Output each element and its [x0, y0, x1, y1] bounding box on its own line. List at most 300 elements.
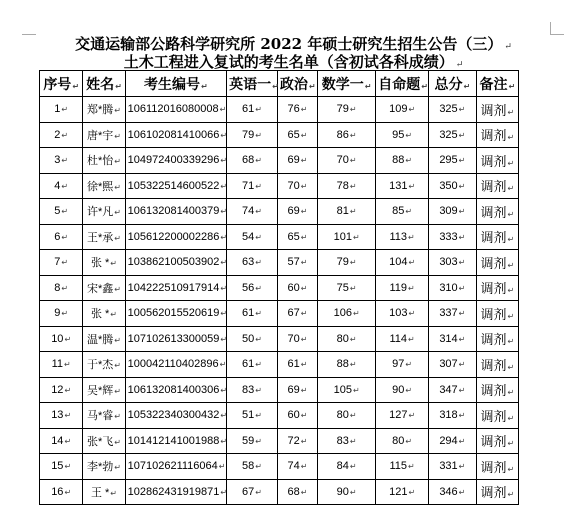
cell-english-text: 74 [242, 205, 255, 218]
return-mark-icon: ↵ [255, 232, 262, 242]
header-name [83, 71, 125, 97]
cell-index-text: 7 [54, 256, 61, 269]
return-mark-icon: ↵ [405, 436, 413, 446]
cell-name-text: 马*睿 [86, 410, 114, 423]
cell-index-text: 16 [51, 485, 64, 498]
cell-custom-subject [376, 199, 429, 225]
cell-remarks-text: 调剂 [480, 154, 507, 170]
cell-exam-id-text: 106102081410066 [127, 128, 220, 141]
cell-total [429, 352, 477, 378]
cell-exam-id [125, 173, 227, 199]
cell-english-text: 61 [242, 358, 255, 371]
return-mark-icon: ↵ [64, 334, 72, 344]
cell-name-text: 张*飞 [86, 435, 114, 448]
table-row [40, 301, 519, 327]
cell-math [318, 122, 376, 148]
cell-index [40, 199, 83, 225]
return-mark-icon: ↵ [349, 130, 357, 140]
cell-name-text: 张 * [90, 308, 110, 321]
cell-english [227, 377, 278, 403]
cell-math-text: 105 [333, 383, 352, 396]
return-mark-icon: ↵ [458, 385, 466, 395]
return-mark-icon: ↵ [308, 81, 316, 91]
cell-total-text: 309 [439, 205, 458, 218]
cell-english-text: 63 [242, 256, 255, 269]
cell-total [429, 377, 477, 403]
return-mark-icon: ↵ [255, 462, 262, 472]
cell-name-text: 郑*腾 [86, 104, 114, 117]
cell-remarks [476, 148, 518, 174]
return-mark-icon: ↵ [507, 337, 515, 347]
return-mark-icon: ↵ [255, 258, 262, 268]
table-row [40, 326, 519, 352]
cell-custom-subject-text: 88 [392, 154, 405, 167]
return-mark-icon: ↵ [405, 130, 413, 140]
cell-custom-subject-text: 114 [389, 332, 408, 345]
cell-english-text: 83 [242, 383, 255, 396]
return-mark-icon: ↵ [508, 81, 516, 91]
return-mark-icon: ↵ [114, 437, 121, 447]
return-mark-icon: ↵ [408, 309, 416, 319]
cell-english-text: 54 [242, 230, 255, 243]
cell-math [318, 148, 376, 174]
cell-english-text: 71 [242, 179, 255, 192]
cell-total-text: 347 [439, 383, 458, 396]
return-mark-icon: ↵ [349, 334, 357, 344]
cell-name [83, 148, 125, 174]
return-mark-icon: ↵ [458, 283, 466, 293]
cell-math [318, 454, 376, 480]
cell-name [83, 97, 125, 123]
cell-custom-subject [376, 352, 429, 378]
cell-index [40, 275, 83, 301]
cell-total [429, 97, 477, 123]
cell-index [40, 173, 83, 199]
cell-politics [277, 122, 317, 148]
header-math-text: 数学一 [321, 76, 364, 93]
return-mark-icon: ↵ [300, 207, 308, 217]
cell-custom-subject-text: 90 [392, 383, 405, 396]
cell-custom-subject-text: 119 [389, 281, 408, 294]
cell-math-text: 75 [336, 281, 349, 294]
return-mark-icon: ↵ [405, 385, 413, 395]
cell-exam-id-text: 106132081400306 [127, 383, 220, 396]
return-mark-icon: ↵ [507, 388, 515, 398]
cell-math [318, 250, 376, 276]
return-mark-icon: ↵ [114, 361, 121, 371]
return-mark-icon: ↵ [507, 490, 515, 500]
cell-total [429, 479, 477, 505]
cell-exam-id-text: 106112016080008 [127, 103, 219, 116]
cell-english [227, 403, 278, 429]
cell-index-text: 13 [51, 409, 64, 422]
cell-index-text: 3 [54, 154, 61, 167]
header-total [429, 71, 477, 97]
cell-math [318, 479, 376, 505]
table-row [40, 199, 519, 225]
cell-index-text: 5 [54, 205, 61, 218]
cell-remarks [476, 352, 518, 378]
cell-custom-subject [376, 275, 429, 301]
return-mark-icon: ↵ [507, 413, 515, 423]
return-mark-icon: ↵ [61, 258, 69, 268]
cell-total [429, 454, 477, 480]
cell-custom-subject [376, 97, 429, 123]
cell-index-text: 10 [51, 332, 64, 345]
header-index [40, 71, 83, 97]
cell-index-text: 15 [51, 460, 64, 473]
cell-total [429, 199, 477, 225]
return-mark-icon: ↵ [255, 385, 262, 395]
return-mark-icon: ↵ [218, 462, 226, 472]
cell-exam-id-text: 107102613300059 [127, 332, 220, 345]
cell-name-text: 于*杰 [86, 359, 114, 372]
cell-remarks-text: 调剂 [480, 180, 507, 196]
cell-english-text: 67 [242, 485, 255, 498]
cell-exam-id-text: 102862431919871 [127, 485, 220, 498]
return-mark-icon: ↵ [421, 81, 428, 91]
cell-english-text: 51 [242, 409, 255, 422]
return-mark-icon: ↵ [255, 181, 262, 191]
cell-english [227, 173, 278, 199]
return-mark-icon: ↵ [300, 156, 308, 166]
cell-math-text: 79 [336, 256, 349, 269]
return-mark-icon: ↵ [220, 258, 228, 268]
cell-remarks-text: 调剂 [480, 231, 507, 247]
return-mark-icon: ↵ [300, 334, 308, 344]
return-mark-icon: ↵ [64, 487, 72, 497]
cell-custom-subject [376, 250, 429, 276]
return-mark-icon: ↵ [408, 334, 415, 344]
table-row [40, 148, 519, 174]
cell-math [318, 301, 376, 327]
cell-index-text: 2 [54, 128, 61, 141]
header-english-text: 英语一 [229, 76, 272, 93]
header-remarks [476, 71, 518, 97]
return-mark-icon: ↵ [64, 411, 72, 421]
return-mark-icon: ↵ [61, 130, 69, 140]
return-mark-icon: ↵ [458, 411, 466, 421]
cell-remarks [476, 454, 518, 480]
cell-index [40, 428, 83, 454]
return-mark-icon: ↵ [458, 334, 466, 344]
cell-index [40, 250, 83, 276]
cell-custom-subject [376, 479, 429, 505]
return-mark-icon: ↵ [349, 283, 357, 293]
cell-index [40, 301, 83, 327]
return-mark-icon: ↵ [349, 181, 357, 191]
header-index-text: 序号 [43, 76, 72, 93]
cell-politics [277, 250, 317, 276]
return-mark-icon: ↵ [255, 309, 262, 319]
return-mark-icon: ↵ [300, 232, 308, 242]
cell-math-text: 84 [336, 460, 349, 473]
return-mark-icon: ↵ [114, 412, 121, 422]
return-mark-icon: ↵ [408, 105, 416, 115]
cell-exam-id [125, 148, 227, 174]
cell-english [227, 352, 278, 378]
return-mark-icon: ↵ [220, 207, 228, 217]
cell-politics [277, 148, 317, 174]
return-mark-icon: ↵ [64, 436, 72, 446]
cell-politics [277, 224, 317, 250]
return-mark-icon: ↵ [349, 411, 357, 421]
return-mark-icon: ↵ [114, 233, 121, 243]
cell-politics-text: 70 [287, 332, 300, 345]
return-mark-icon: ↵ [114, 208, 121, 218]
return-mark-icon: ↵ [349, 487, 357, 497]
cell-exam-id [125, 122, 227, 148]
return-mark-icon: ↵ [408, 487, 416, 497]
cell-math-text: 88 [336, 358, 349, 371]
return-mark-icon: ↵ [255, 156, 262, 166]
cell-remarks-text: 调剂 [480, 307, 507, 323]
cell-custom-subject-text: 131 [389, 179, 408, 192]
return-mark-icon: ↵ [458, 232, 466, 242]
return-mark-icon: ↵ [458, 181, 466, 191]
cell-total [429, 326, 477, 352]
cell-english-text: 79 [242, 128, 255, 141]
return-mark-icon: ↵ [349, 360, 357, 370]
return-mark-icon: ↵ [300, 385, 308, 395]
cell-english-text: 56 [242, 281, 255, 294]
cell-english-text: 61 [242, 307, 255, 320]
cell-exam-id-text: 107102621116064 [127, 460, 218, 473]
table-header [40, 71, 519, 97]
cell-math-text: 83 [336, 434, 349, 447]
return-mark-icon: ↵ [408, 462, 415, 472]
cell-total [429, 428, 477, 454]
return-mark-icon: ↵ [220, 385, 228, 395]
cell-remarks-text: 调剂 [480, 205, 507, 221]
cell-english-text: 59 [242, 434, 255, 447]
cell-name [83, 428, 125, 454]
header-math [318, 71, 376, 97]
return-mark-icon: ↵ [349, 258, 357, 268]
cell-math [318, 326, 376, 352]
header-politics-text: 政治 [279, 76, 308, 93]
return-mark-icon: ↵ [507, 260, 515, 270]
header-name-text: 姓名 [86, 76, 115, 93]
cell-custom-subject-text: 104 [389, 256, 408, 269]
table-row [40, 122, 519, 148]
cell-custom-subject [376, 454, 429, 480]
table-row [40, 352, 519, 378]
cell-total-text: 307 [439, 358, 458, 371]
cell-english [227, 148, 278, 174]
cell-name-text: 唐*宇 [86, 129, 114, 142]
crop-mark-right-vertical [550, 22, 551, 34]
return-mark-icon: ↵ [300, 309, 308, 319]
cell-politics-text: 61 [287, 358, 300, 371]
return-mark-icon: ↵ [220, 130, 228, 140]
cell-name [83, 250, 125, 276]
cell-english-text: 50 [242, 332, 255, 345]
cell-total-text: 337 [439, 307, 458, 320]
return-mark-icon: ↵ [458, 462, 466, 472]
cell-index-text: 4 [54, 179, 61, 192]
cell-english [227, 122, 278, 148]
cell-index [40, 326, 83, 352]
header-custom-subject-text: 自命题 [378, 76, 421, 93]
cell-index-text: 8 [54, 281, 61, 294]
cell-custom-subject-text: 95 [392, 128, 405, 141]
cell-exam-id-text: 104972400339296 [127, 154, 220, 167]
cell-politics-text: 76 [287, 103, 300, 116]
cell-english [227, 301, 278, 327]
cell-total-text: 314 [439, 332, 458, 345]
return-mark-icon: ↵ [300, 360, 308, 370]
return-mark-icon: ↵ [114, 131, 121, 141]
cell-exam-id [125, 97, 227, 123]
return-mark-icon: ↵ [458, 105, 466, 115]
cell-math [318, 403, 376, 429]
return-mark-icon: ↵ [255, 130, 262, 140]
cell-total [429, 173, 477, 199]
cell-total [429, 148, 477, 174]
cell-english [227, 275, 278, 301]
return-mark-icon: ↵ [507, 133, 515, 143]
return-mark-icon: ↵ [255, 105, 262, 115]
cell-exam-id-text: 101412141001988 [127, 434, 220, 447]
cell-name [83, 454, 125, 480]
cell-english-text: 58 [242, 460, 255, 473]
return-mark-icon: ↵ [463, 81, 471, 91]
cell-index-text: 9 [54, 307, 61, 320]
return-mark-icon: ↵ [114, 157, 121, 167]
cell-math-text: 90 [336, 485, 349, 498]
cell-custom-subject-text: 127 [389, 409, 408, 422]
cell-custom-subject [376, 148, 429, 174]
return-mark-icon: ↵ [110, 488, 117, 498]
return-mark-icon: ↵ [110, 259, 117, 269]
return-mark-icon: ↵ [64, 385, 72, 395]
cell-politics-text: 69 [287, 154, 300, 167]
cell-total [429, 403, 477, 429]
cell-math [318, 199, 376, 225]
return-mark-icon: ↵ [115, 81, 122, 91]
cell-exam-id-text: 105322514600522 [127, 179, 220, 192]
cell-exam-id-text: 105612200002286 [127, 230, 220, 243]
cell-total-text: 294 [439, 434, 458, 447]
header-exam-id [125, 71, 227, 97]
cell-exam-id [125, 199, 227, 225]
cell-name-text: 宋*鑫 [86, 282, 114, 295]
cell-custom-subject-text: 85 [392, 205, 405, 218]
return-mark-icon: ↵ [114, 335, 121, 345]
return-mark-icon: ↵ [405, 156, 413, 166]
cell-index-text: 11 [51, 358, 64, 371]
return-mark-icon: ↵ [507, 235, 515, 245]
return-mark-icon: ↵ [300, 411, 308, 421]
return-mark-icon: ↵ [61, 105, 69, 115]
return-mark-icon: ↵ [458, 156, 466, 166]
return-mark-icon: ↵ [300, 283, 308, 293]
header-english [227, 71, 278, 97]
return-mark-icon: ↵ [61, 232, 69, 242]
return-mark-icon: ↵ [364, 81, 372, 91]
cell-index [40, 479, 83, 505]
return-mark-icon: ↵ [458, 207, 466, 217]
cell-index-text: 6 [54, 230, 61, 243]
return-mark-icon: ↵ [220, 334, 228, 344]
cell-name [83, 173, 125, 199]
return-mark-icon: ↵ [458, 258, 466, 268]
cell-total [429, 301, 477, 327]
header-total-text: 总分 [434, 76, 463, 93]
return-mark-icon: ↵ [220, 411, 228, 421]
return-mark-icon: ↵ [255, 411, 262, 421]
cell-total [429, 250, 477, 276]
cell-exam-id [125, 250, 227, 276]
table-row [40, 479, 519, 505]
return-mark-icon: ↵ [272, 81, 279, 91]
cell-exam-id [125, 301, 227, 327]
return-mark-icon: ↵ [300, 487, 308, 497]
header-politics [277, 71, 317, 97]
cell-name [83, 403, 125, 429]
return-mark-icon: ↵ [507, 311, 515, 321]
cell-politics [277, 377, 317, 403]
cell-politics-text: 74 [287, 460, 300, 473]
cell-politics [277, 454, 317, 480]
cell-english [227, 454, 278, 480]
cell-math [318, 97, 376, 123]
cell-index [40, 454, 83, 480]
cell-remarks [476, 173, 518, 199]
return-mark-icon: ↵ [507, 107, 515, 117]
header-row [40, 71, 519, 97]
cell-total-text: 295 [439, 154, 458, 167]
cell-exam-id-text: 100562015520619 [127, 307, 220, 320]
cell-index [40, 97, 83, 123]
cell-name-text: 杜*怡 [86, 155, 114, 168]
cell-index [40, 403, 83, 429]
return-mark-icon: ↵ [255, 487, 262, 497]
cell-custom-subject [376, 122, 429, 148]
cell-remarks [476, 224, 518, 250]
cell-total-text: 346 [439, 485, 458, 498]
return-mark-icon: ↵ [61, 309, 69, 319]
cell-custom-subject [376, 403, 429, 429]
cell-english [227, 326, 278, 352]
return-mark-icon: ↵ [405, 360, 413, 370]
table-row [40, 454, 519, 480]
cell-remarks [476, 250, 518, 276]
cell-politics-text: 60 [287, 281, 300, 294]
return-mark-icon: ↵ [458, 487, 466, 497]
cell-index-text: 1 [54, 103, 61, 116]
return-mark-icon: ↵ [72, 81, 80, 91]
cell-exam-id-text: 104222510917914 [127, 281, 220, 294]
cell-politics-text: 65 [287, 230, 300, 243]
cell-custom-subject [376, 377, 429, 403]
cell-total-text: 325 [439, 128, 458, 141]
return-mark-icon: ↵ [408, 411, 416, 421]
return-mark-icon: ↵ [61, 283, 69, 293]
return-mark-icon: ↵ [507, 184, 515, 194]
return-mark-icon: ↵ [255, 283, 262, 293]
cell-name [83, 301, 125, 327]
cell-politics [277, 301, 317, 327]
return-mark-icon: ↵ [61, 156, 69, 166]
return-mark-icon: ↵ [408, 181, 416, 191]
cell-exam-id-text: 100042110402896 [127, 358, 219, 371]
table-row [40, 97, 519, 123]
cell-custom-subject [376, 326, 429, 352]
cell-politics-text: 70 [287, 179, 300, 192]
return-mark-icon: ↵ [408, 258, 416, 268]
